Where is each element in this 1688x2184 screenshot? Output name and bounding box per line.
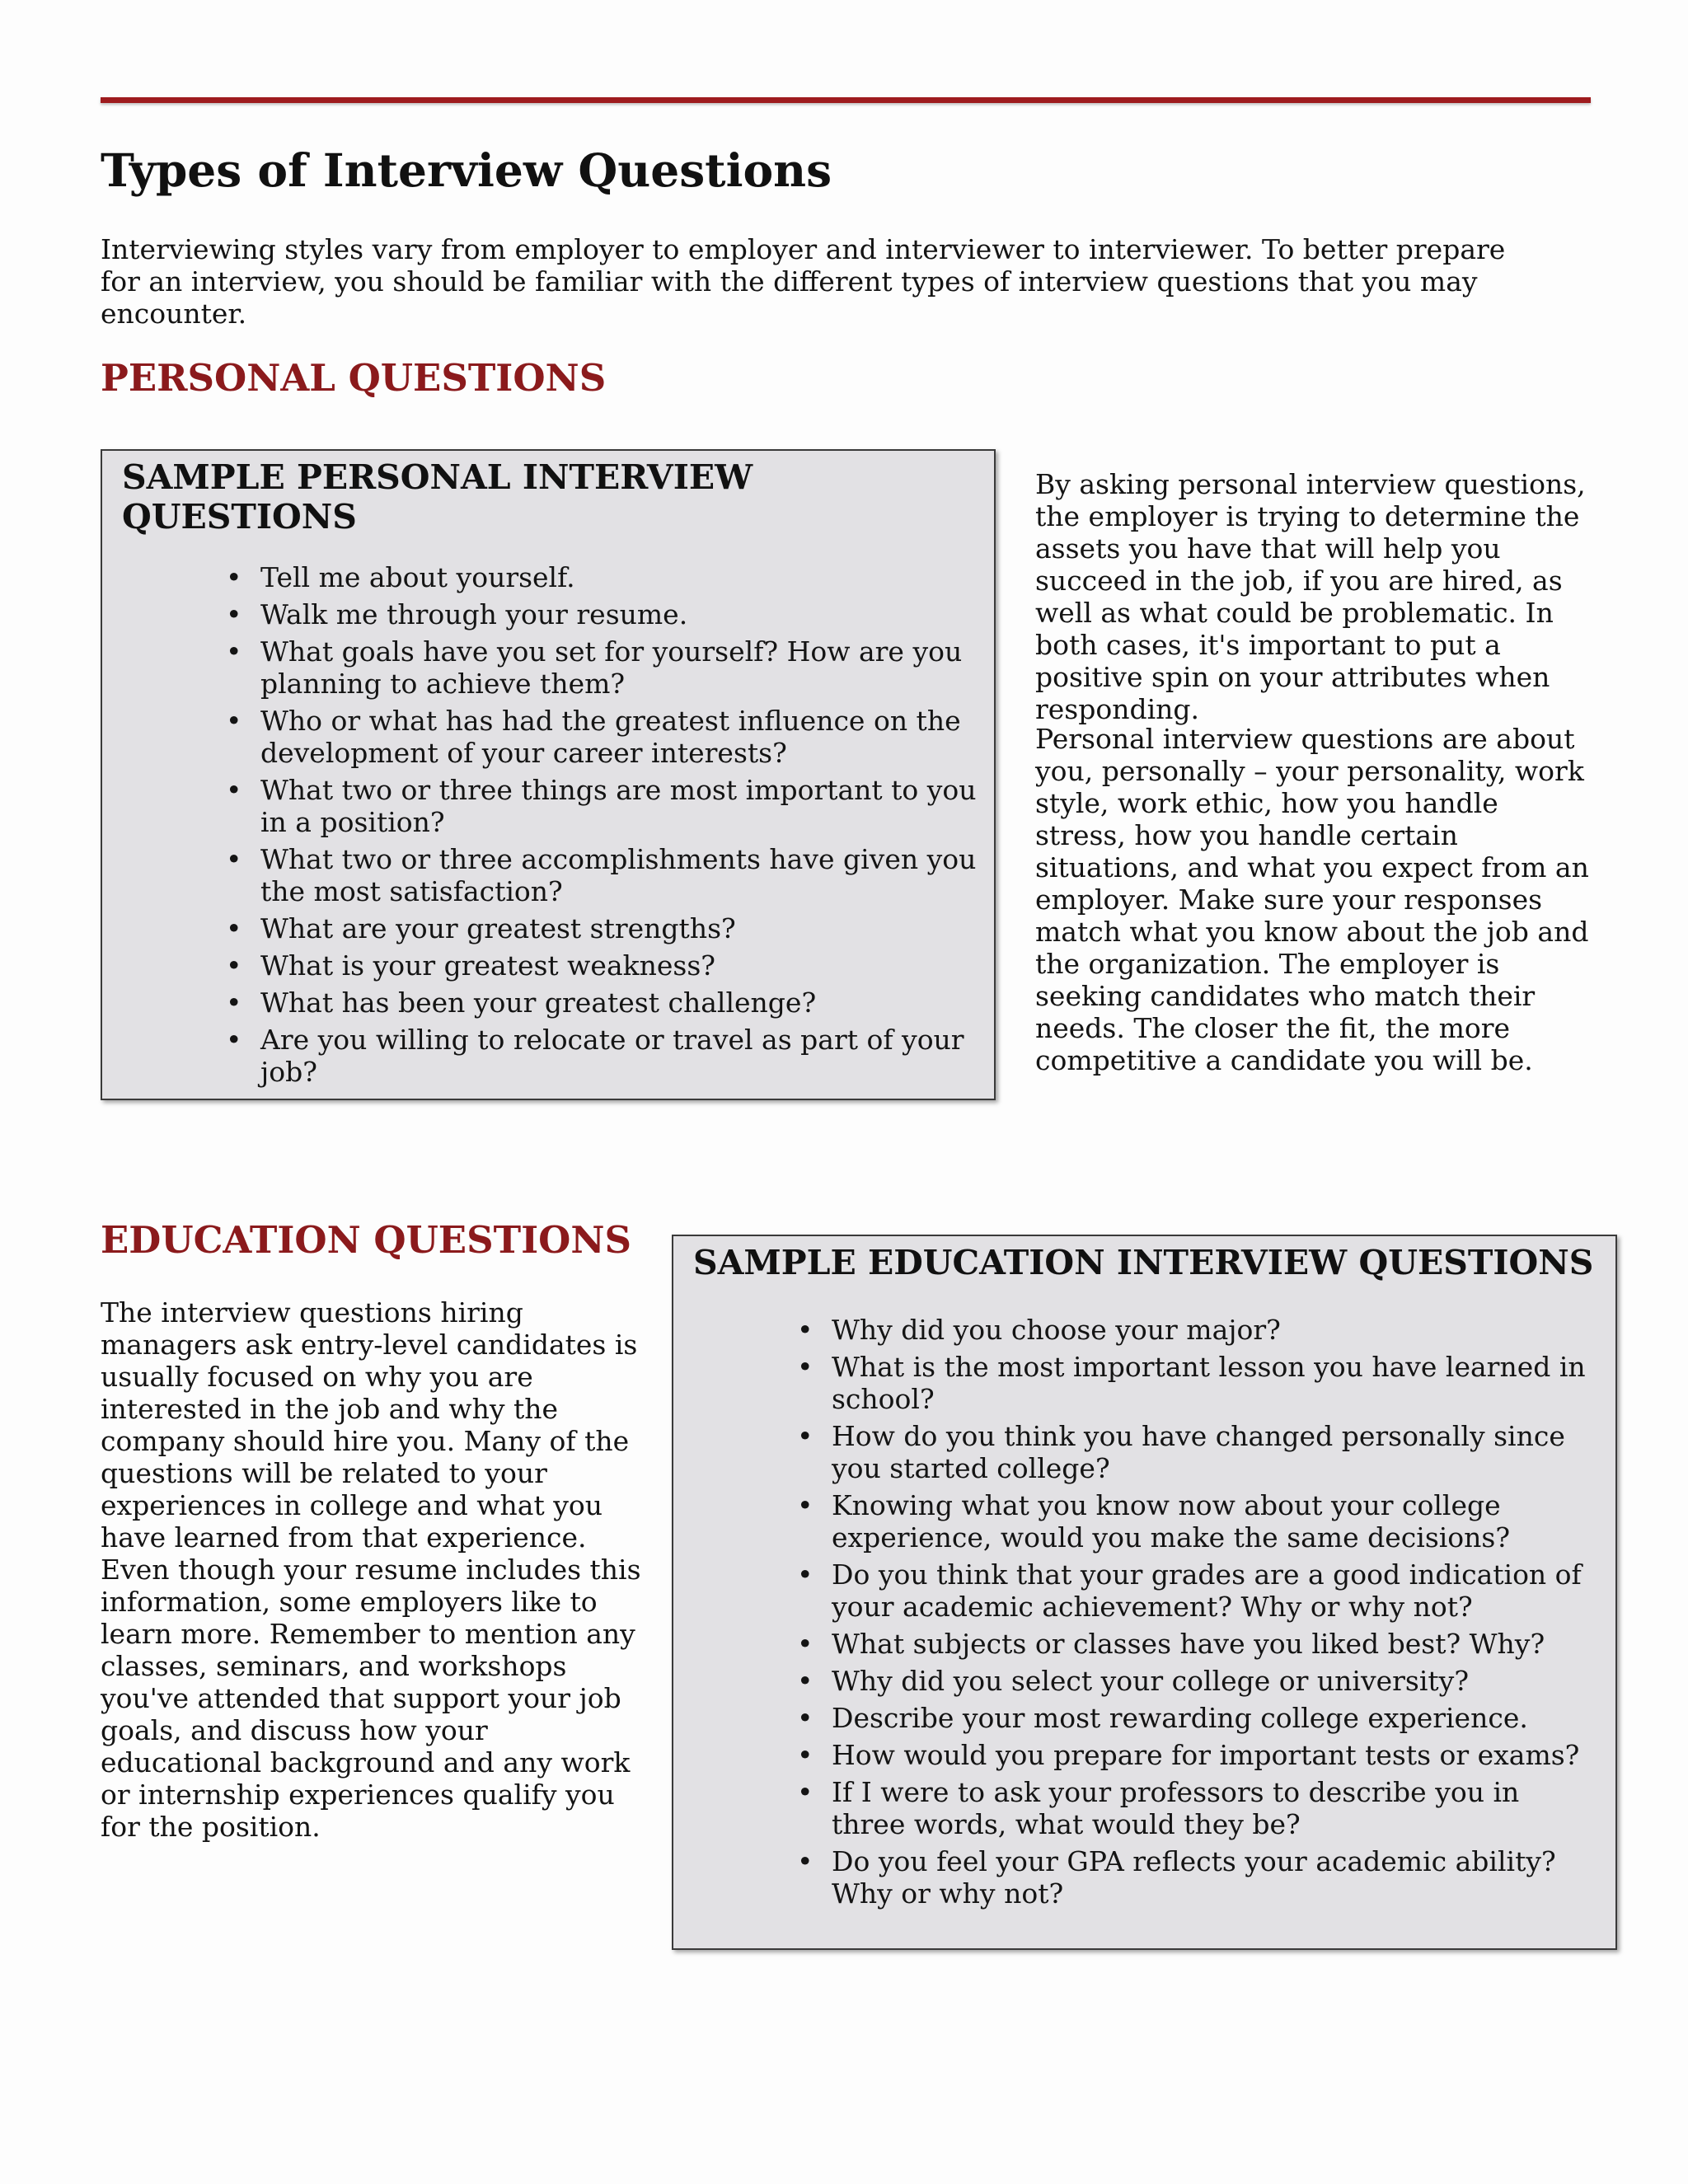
personal-questions-box [101,449,996,1100]
page-title: Types of Interview Questions [101,143,832,197]
education-question-list [693,1314,1596,1910]
personal-description-1: By asking personal interview questions, the employer is trying to determine the assets you have that will help you succeed in the job, if you are hired, as well as what could be problematic. In both cases, it's important to put a positive spin on your attributes when responding. [1035,468,1586,725]
intro-paragraph: Interviewing styles vary from employer to employer and interviewer to interviewer. To better prepare for an interview, you should be familiar with the different types of interview questions that you may encounter. [101,233,1506,330]
personal-questions-heading: PERSONAL QUESTIONS [101,356,607,400]
question-item: • What two or three accomplishments have given you the most satisfaction? [122,843,978,907]
question-item: • What two or three things are most important to you in a position? [122,774,978,838]
personal-description-2: Personal interview questions are about you, personally – your personality, work style, work ethic, how you handle stress, how you handle certain situations, and what you expect from an employer. Make sure your responses match what you know about the job and the organization. The employer is seeking candidates who match their needs. The closer the fit, the more competitive a candidate you will be. [1035,723,1589,1076]
education-description: The interview questions hiring managers ask entry-level candidates is usually focused on why you are interested in the job and why the company should hire you. Many of the questions will be related to your experiences in college and what you have learned from that experience. Even though your resume includes this information, some employers like to learn more. Remember to mention any classes, seminars, and workshops you've attended that support your job goals, and discuss how your educational background and any work or internship experiences qualify you for the position. [101,1296,641,1843]
personal-question-list [122,561,978,1088]
question-item: • Why did you choose your major? [693,1314,1596,1346]
question-item: • What has been your greatest challenge? [122,987,978,1019]
question-item: • What subjects or classes have you liked best? Why? [693,1628,1596,1660]
question-item: • What are your greatest strengths? [122,912,978,944]
question-item: • What is the most important lesson you have learned in school? [693,1351,1596,1415]
question-item: • Do you feel your GPA reflects your academic ability? Why or why not? [693,1845,1596,1910]
question-item: • How do you think you have changed personally since you started college? [693,1420,1596,1484]
question-item: • What is your greatest weakness? [122,949,978,982]
question-item: • Knowing what you know now about your college experience, would you make the same decisions? [693,1489,1596,1554]
education-questions-heading: EDUCATION QUESTIONS [101,1218,631,1262]
question-item: • Who or what has had the greatest influence on the development of your career interests? [122,705,978,769]
question-item: • Do you think that your grades are a good indication of your academic achievement? Why or why not? [693,1558,1596,1623]
top-rule [101,97,1591,103]
question-item: • How would you prepare for important tests or exams? [693,1739,1596,1771]
question-item: • If I were to ask your professors to describe you in three words, what would they be? [693,1776,1596,1840]
question-item: • What goals have you set for yourself? How are you planning to achieve them? [122,635,978,700]
question-item: • Tell me about yourself. [122,561,978,593]
education-box-title: SAMPLE EDUCATION INTERVIEW QUESTIONS [693,1243,1594,1282]
question-item: • Are you willing to relocate or travel as part of your job? [122,1024,978,1088]
question-item: • Why did you select your college or university? [693,1665,1596,1697]
question-item: • Walk me through your resume. [122,598,978,630]
education-questions-box [672,1235,1617,1950]
question-item: • Describe your most rewarding college experience. [693,1702,1596,1734]
personal-box-title: SAMPLE PERSONAL INTERVIEW QUESTIONS [122,457,753,537]
